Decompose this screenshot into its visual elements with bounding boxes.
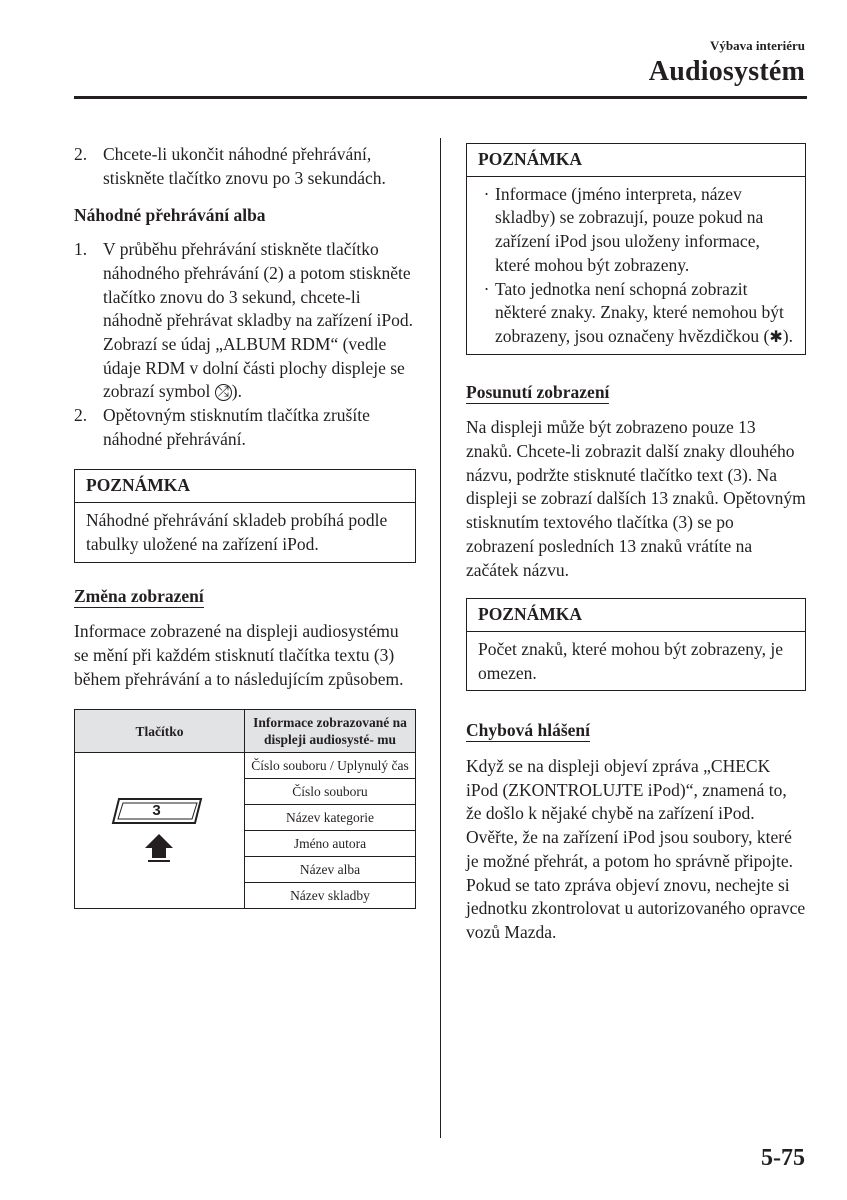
album-shuffle-heading: Náhodné přehrávání alba — [74, 205, 266, 226]
list-number: 2. — [74, 405, 88, 426]
note-box — [466, 143, 806, 355]
list-number: 1. — [74, 239, 88, 260]
bullet-dot: · — [483, 278, 490, 299]
note-bullet — [478, 278, 794, 349]
note-title: POZNÁMKA — [75, 470, 415, 503]
note-box — [466, 598, 806, 691]
table-header-button: Tlačítko — [75, 710, 245, 753]
table-cell: Název kategorie — [245, 805, 416, 831]
error-messages-heading: Chybová hlášení — [466, 720, 590, 741]
note-title: POZNÁMKA — [467, 144, 805, 177]
left-column — [74, 143, 416, 909]
note-bullet-part: Tato jednotka není schopná zobrazit některé znaky. Znaky, které nemohou být zobrazeny, jsou označeny hvězdičkou ( — [495, 278, 784, 346]
scroll-display-text: Na displeji může být zobrazeno pouze 13 znaků. Chcete-li zobrazit další znaky dlouhého názvu, podržte stisknuté tlačítko text (3). Na displeji se zobrazí dalších 13 znaků. Opětovným stisknutím textového tlačítka (3) se po zobrazení posledních 13 znaků vrátíte na začátek názvu. — [466, 417, 806, 580]
list-item — [74, 238, 416, 404]
table-cell: Číslo souboru — [245, 779, 416, 805]
error-messages-text: Když se na displeji objeví zpráva „CHECK iPod (ZKONTROLUJTE iPod)“, znamená to, že došlo k nějaké chybě na zařízení iPod. Ověřte, že na zařízení iPod jsou soubory, které je možné přehrát, a potom ho správně připojte. Pokud se tato zpráva objeví znovu, nechejte si jednotku zkontrolovat u autorizovaného opravce vozů Mazda. — [466, 756, 806, 942]
note-body: Počet znaků, které mohou být zobrazeny, je omezen. — [478, 638, 784, 683]
note-bullet-text — [495, 278, 794, 349]
display-change-text: Informace zobrazené na displeji audiosystému se mění při každém stisknutí tlačítka textu (3) během přehrávání a to následujícím způsobem. — [74, 621, 404, 689]
note-bullet-text: Informace (jméno interpreta, název skladby) se zobrazují, pouze pokud na zařízení iPod jsou uloženy informace, které mohou být zobrazeny. — [495, 183, 764, 275]
display-change-heading: Změna zobrazení — [74, 585, 204, 606]
note-box — [74, 469, 416, 562]
asterisk-icon: ✱ — [769, 326, 783, 346]
table-cell: Číslo souboru / Uplynulý čas — [245, 753, 416, 779]
list-text — [103, 238, 416, 404]
note-bullet — [478, 183, 794, 278]
button-number-label: 3 — [152, 801, 161, 819]
table-cell: Název alba — [245, 857, 416, 883]
list-item — [74, 404, 416, 451]
list-text-part: ). — [231, 381, 242, 402]
list-text: Opětovným stisknutím tlačítka zrušíte náhodné přehrávání. — [103, 405, 370, 449]
table-cell: Název skladby — [245, 883, 416, 909]
note-body — [467, 177, 805, 354]
section-label: Výbava interiéru — [710, 38, 805, 53]
text-button-illustration — [105, 796, 215, 866]
display-info-table — [74, 709, 416, 909]
bullet-dot: · — [483, 183, 490, 204]
list-number: 2. — [74, 144, 88, 164]
column-divider — [440, 138, 441, 1138]
note-body: Náhodné přehrávání skladeb probíhá podle tabulky uložené na zařízení iPod. — [86, 510, 388, 554]
list-text-part: V průběhu přehrávání stiskněte tlačítko náhodného přehrávání (2) a potom stiskněte tlačítko znovu do 3 sekund, chcete-li náhodně přehrávat skladby na zařízení iPod. Zobrazí se údaj „ALBUM RDM“ (vedle údaje RDM v dolní části plochy displeje se zobrazí symbol — [103, 239, 414, 402]
right-column — [466, 143, 806, 945]
table-header-info: Informace zobrazované na displeji audiosysté- mu — [245, 710, 416, 753]
table-cell: Jméno autora — [245, 831, 416, 857]
page-title: Audiosystém — [648, 56, 805, 87]
note-bullet-part: ). — [782, 325, 793, 346]
list-text: Chcete-li ukončit náhodné přehrávání, stiskněte tlačítko znovu po 3 sekundách. — [103, 144, 386, 188]
button-illustration-cell — [75, 753, 245, 909]
page-number: 5-75 — [761, 1145, 805, 1171]
header-rule — [74, 96, 807, 99]
scroll-display-heading: Posunutí zobrazení — [466, 381, 610, 402]
list-item — [74, 143, 416, 190]
shuffle-album-icon: ⤮ — [215, 384, 232, 401]
note-title: POZNÁMKA — [467, 599, 805, 632]
